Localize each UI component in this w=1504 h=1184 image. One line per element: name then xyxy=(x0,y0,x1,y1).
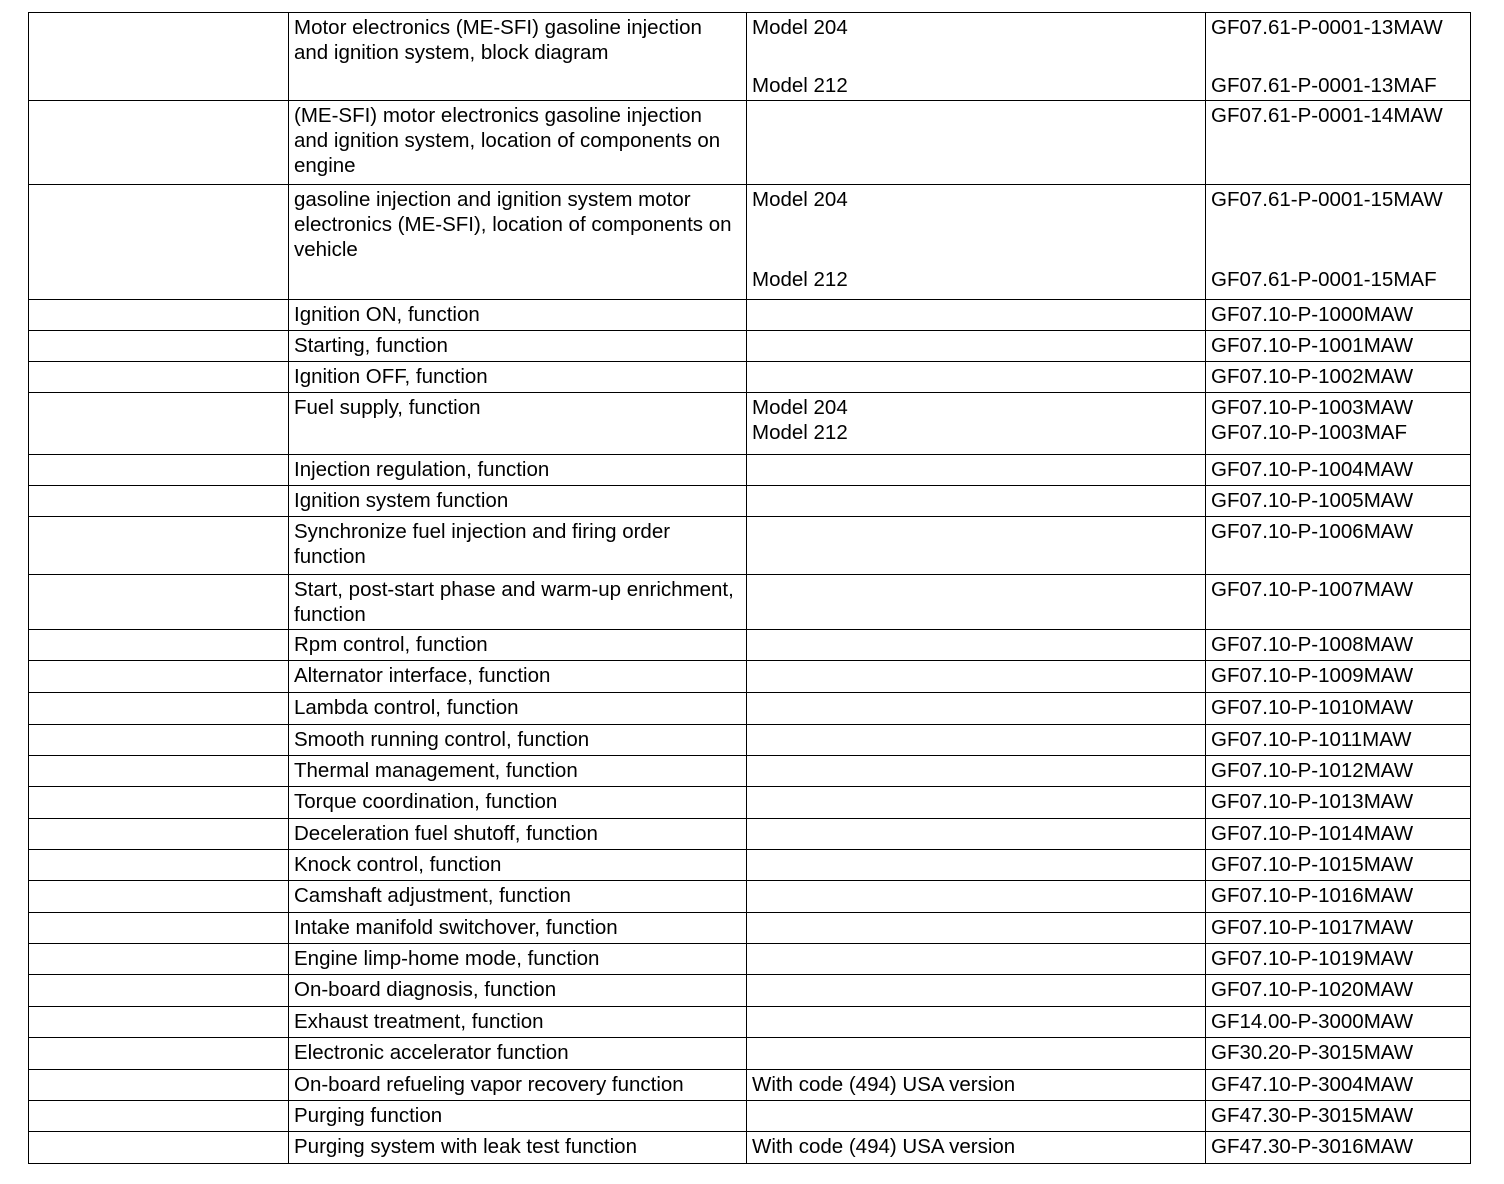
table-row xyxy=(29,630,1471,661)
document-code-cell xyxy=(1206,101,1471,185)
document-code: GF07.10-P-1000MAW xyxy=(1211,303,1414,326)
document-code-cell xyxy=(1206,455,1471,486)
model-cell xyxy=(747,725,1206,756)
model-label: With code (494) USA version xyxy=(752,1135,1016,1158)
document-code: GF07.61-P-0001-15MAF xyxy=(1211,268,1437,291)
model-cell xyxy=(747,630,1206,661)
document-code: GF07.10-P-1009MAW xyxy=(1211,664,1414,687)
document-table xyxy=(28,12,1471,1164)
document-code-cell xyxy=(1206,756,1471,787)
document-code: GF07.61-P-0001-13MAF xyxy=(1211,74,1437,97)
empty-cell xyxy=(29,101,289,185)
document-title: Fuel supply, function xyxy=(294,396,481,419)
document-code-cell xyxy=(1206,300,1471,331)
empty-cell xyxy=(29,517,289,575)
model-cell xyxy=(747,300,1206,331)
model-cell xyxy=(747,486,1206,517)
model-cell xyxy=(747,819,1206,850)
document-code-cell xyxy=(1206,787,1471,819)
empty-cell xyxy=(29,1070,289,1101)
document-title: Deceleration fuel shutoff, function xyxy=(294,822,598,845)
document-code-cell xyxy=(1206,517,1471,575)
document-title-cell xyxy=(289,693,747,725)
document-code-cell xyxy=(1206,362,1471,393)
empty-cell xyxy=(29,331,289,362)
table-row xyxy=(29,455,1471,486)
empty-cell xyxy=(29,787,289,819)
document-title: Rpm control, function xyxy=(294,633,488,656)
document-title: Alternator interface, function xyxy=(294,664,551,687)
table-row xyxy=(29,819,1471,850)
empty-cell xyxy=(29,661,289,693)
empty-cell xyxy=(29,975,289,1007)
document-title: Motor electronics (ME-SFI) gasoline injection and ignition system, block diagram xyxy=(294,16,702,64)
document-code-cell xyxy=(1206,881,1471,913)
document-title: Electronic accelerator function xyxy=(294,1041,569,1064)
model-cell xyxy=(747,1132,1206,1164)
document-title-cell xyxy=(289,393,747,455)
document-code: GF07.10-P-1014MAW xyxy=(1211,822,1414,845)
model-cell xyxy=(747,455,1206,486)
table-row xyxy=(29,1132,1471,1164)
model-label: Model 212 xyxy=(752,268,848,291)
document-title-cell xyxy=(289,1101,747,1132)
document-code: GF07.10-P-1016MAW xyxy=(1211,884,1414,907)
document-code-cell xyxy=(1206,661,1471,693)
document-code-cell xyxy=(1206,1132,1471,1164)
document-code-cell xyxy=(1206,850,1471,881)
empty-cell xyxy=(29,185,289,300)
model-cell xyxy=(747,913,1206,944)
document-title: Smooth running control, function xyxy=(294,728,590,751)
table-row xyxy=(29,486,1471,517)
model-label: Model 212 xyxy=(752,74,848,97)
document-title: Purging system with leak test function xyxy=(294,1135,637,1158)
document-code-cell xyxy=(1206,393,1471,455)
empty-cell xyxy=(29,725,289,756)
empty-cell xyxy=(29,693,289,725)
model-cell xyxy=(747,693,1206,725)
document-code-cell xyxy=(1206,975,1471,1007)
empty-cell xyxy=(29,913,289,944)
document-title: Intake manifold switchover, function xyxy=(294,916,618,939)
document-title-cell xyxy=(289,850,747,881)
table-row xyxy=(29,331,1471,362)
document-title: Knock control, function xyxy=(294,853,502,876)
table-row xyxy=(29,1038,1471,1070)
model-cell xyxy=(747,756,1206,787)
document-title: Starting, function xyxy=(294,334,448,357)
document-title: Synchronize fuel injection and firing order function xyxy=(294,520,671,568)
document-code: GF07.10-P-1011MAW xyxy=(1211,728,1412,751)
empty-cell xyxy=(29,756,289,787)
table-row xyxy=(29,725,1471,756)
document-code: GF07.10-P-1020MAW xyxy=(1211,978,1414,1001)
document-title: On-board diagnosis, function xyxy=(294,978,557,1001)
document-title-cell xyxy=(289,331,747,362)
document-code-cell xyxy=(1206,185,1471,300)
empty-cell xyxy=(29,1101,289,1132)
document-title-cell xyxy=(289,362,747,393)
document-title-cell xyxy=(289,944,747,975)
model-cell xyxy=(747,1038,1206,1070)
table-row xyxy=(29,850,1471,881)
model-cell xyxy=(747,101,1206,185)
document-code: GF47.30-P-3015MAW xyxy=(1211,1104,1414,1127)
empty-cell xyxy=(29,362,289,393)
table-row xyxy=(29,693,1471,725)
document-code-cell xyxy=(1206,13,1471,101)
document-code: GF07.10-P-1006MAW xyxy=(1211,520,1414,543)
table-row xyxy=(29,517,1471,575)
document-title: Ignition ON, function xyxy=(294,303,480,326)
model-cell xyxy=(747,575,1206,630)
document-code: GF07.61-P-0001-13MAW xyxy=(1211,16,1443,39)
model-cell xyxy=(747,1070,1206,1101)
document-title: (ME-SFI) motor electronics gasoline injection and ignition system, location of components on engine xyxy=(294,104,721,177)
document-code-cell xyxy=(1206,693,1471,725)
document-code-cell xyxy=(1206,486,1471,517)
empty-cell xyxy=(29,13,289,101)
document-code: GF07.61-P-0001-14MAW xyxy=(1211,104,1443,127)
document-code-cell xyxy=(1206,819,1471,850)
empty-cell xyxy=(29,850,289,881)
model-cell xyxy=(747,1007,1206,1038)
document-code: GF07.10-P-1002MAW xyxy=(1211,365,1414,388)
document-code: GF07.10-P-1015MAW xyxy=(1211,853,1414,876)
document-title-cell xyxy=(289,517,747,575)
document-title-cell xyxy=(289,575,747,630)
document-code-cell xyxy=(1206,725,1471,756)
document-code: GF07.10-P-1001MAW xyxy=(1211,334,1414,357)
table-row xyxy=(29,756,1471,787)
document-title: Torque coordination, function xyxy=(294,790,558,813)
document-code-cell xyxy=(1206,1038,1471,1070)
model-cell xyxy=(747,661,1206,693)
document-title-cell xyxy=(289,300,747,331)
table-row xyxy=(29,185,1471,300)
empty-cell xyxy=(29,1132,289,1164)
document-title-cell xyxy=(289,486,747,517)
empty-cell xyxy=(29,486,289,517)
document-code: GF47.10-P-3004MAW xyxy=(1211,1073,1414,1096)
document-code: GF07.10-P-1003MAW xyxy=(1211,396,1414,419)
document-code-cell xyxy=(1206,331,1471,362)
document-code: GF07.10-P-1008MAW xyxy=(1211,633,1414,656)
document-code-cell xyxy=(1206,1070,1471,1101)
document-code: GF07.10-P-1019MAW xyxy=(1211,947,1414,970)
document-code: GF07.10-P-1012MAW xyxy=(1211,759,1414,782)
document-code: GF07.10-P-1010MAW xyxy=(1211,696,1414,719)
document-code: GF07.61-P-0001-15MAW xyxy=(1211,188,1443,211)
table-row xyxy=(29,661,1471,693)
empty-cell xyxy=(29,575,289,630)
document-title: Lambda control, function xyxy=(294,696,519,719)
document-title-cell xyxy=(289,975,747,1007)
empty-cell xyxy=(29,393,289,455)
table-body xyxy=(29,13,1471,1164)
model-cell xyxy=(747,975,1206,1007)
model-cell xyxy=(747,185,1206,300)
document-title-cell xyxy=(289,725,747,756)
model-cell xyxy=(747,1101,1206,1132)
document-title: Ignition system function xyxy=(294,489,509,512)
table-row xyxy=(29,1007,1471,1038)
document-title-cell xyxy=(289,1038,747,1070)
table-row xyxy=(29,1070,1471,1101)
model-cell xyxy=(747,362,1206,393)
model-label: Model 204 xyxy=(752,16,848,39)
model-cell xyxy=(747,331,1206,362)
document-code: GF07.10-P-1005MAW xyxy=(1211,489,1414,512)
document-title: Exhaust treatment, function xyxy=(294,1010,544,1033)
document-code: GF07.10-P-1004MAW xyxy=(1211,458,1414,481)
empty-cell xyxy=(29,944,289,975)
model-cell xyxy=(747,850,1206,881)
model-cell xyxy=(747,787,1206,819)
table-row xyxy=(29,944,1471,975)
empty-cell xyxy=(29,300,289,331)
document-code-cell xyxy=(1206,1101,1471,1132)
document-title-cell xyxy=(289,13,747,101)
document-title: Engine limp-home mode, function xyxy=(294,947,600,970)
document-code-cell xyxy=(1206,630,1471,661)
table-row xyxy=(29,1101,1471,1132)
document-code-cell xyxy=(1206,913,1471,944)
empty-cell xyxy=(29,1007,289,1038)
document-title: gasoline injection and ignition system motor electronics (ME-SFI), location of components on vehicle xyxy=(294,188,732,261)
model-cell xyxy=(747,944,1206,975)
model-label: With code (494) USA version xyxy=(752,1073,1016,1096)
document-title-cell xyxy=(289,185,747,300)
table-row xyxy=(29,913,1471,944)
model-cell xyxy=(747,881,1206,913)
document-code: GF07.10-P-1017MAW xyxy=(1211,916,1414,939)
document-title: Injection regulation, function xyxy=(294,458,550,481)
model-cell xyxy=(747,393,1206,455)
document-title: Start, post-start phase and warm-up enrichment, function xyxy=(294,578,734,626)
model-cell xyxy=(747,13,1206,101)
table-row xyxy=(29,881,1471,913)
empty-cell xyxy=(29,630,289,661)
table-row xyxy=(29,101,1471,185)
table-row xyxy=(29,975,1471,1007)
empty-cell xyxy=(29,881,289,913)
document-title: Thermal management, function xyxy=(294,759,578,782)
empty-cell xyxy=(29,819,289,850)
document-code-cell xyxy=(1206,1007,1471,1038)
document-code-cell xyxy=(1206,575,1471,630)
table-row xyxy=(29,362,1471,393)
document-title-cell xyxy=(289,661,747,693)
table-row xyxy=(29,393,1471,455)
document-title-cell xyxy=(289,101,747,185)
model-label: Model 204 xyxy=(752,396,848,419)
document-title-cell xyxy=(289,756,747,787)
document-code: GF07.10-P-1013MAW xyxy=(1211,790,1414,813)
document-title-cell xyxy=(289,1132,747,1164)
document-title-cell xyxy=(289,819,747,850)
document-title-cell xyxy=(289,630,747,661)
model-label: Model 204 xyxy=(752,188,848,211)
document-code: GF47.30-P-3016MAW xyxy=(1211,1135,1414,1158)
document-title-cell xyxy=(289,881,747,913)
model-label: Model 212 xyxy=(752,421,848,444)
document-title-cell xyxy=(289,455,747,486)
document-title-cell xyxy=(289,1070,747,1101)
document-title: Ignition OFF, function xyxy=(294,365,488,388)
document-code: GF07.10-P-1003MAF xyxy=(1211,421,1407,444)
document-code: GF30.20-P-3015MAW xyxy=(1211,1041,1414,1064)
document-title: On-board refueling vapor recovery function xyxy=(294,1073,684,1096)
table-row xyxy=(29,13,1471,101)
document-code: GF14.00-P-3000MAW xyxy=(1211,1010,1414,1033)
document-title-cell xyxy=(289,913,747,944)
empty-cell xyxy=(29,455,289,486)
document-code: GF07.10-P-1007MAW xyxy=(1211,578,1414,601)
document-title-cell xyxy=(289,1007,747,1038)
table-row xyxy=(29,787,1471,819)
document-title: Camshaft adjustment, function xyxy=(294,884,571,907)
model-cell xyxy=(747,517,1206,575)
empty-cell xyxy=(29,1038,289,1070)
table-row xyxy=(29,300,1471,331)
document-title: Purging function xyxy=(294,1104,443,1127)
document-title-cell xyxy=(289,787,747,819)
document-code-cell xyxy=(1206,944,1471,975)
table-row xyxy=(29,575,1471,630)
